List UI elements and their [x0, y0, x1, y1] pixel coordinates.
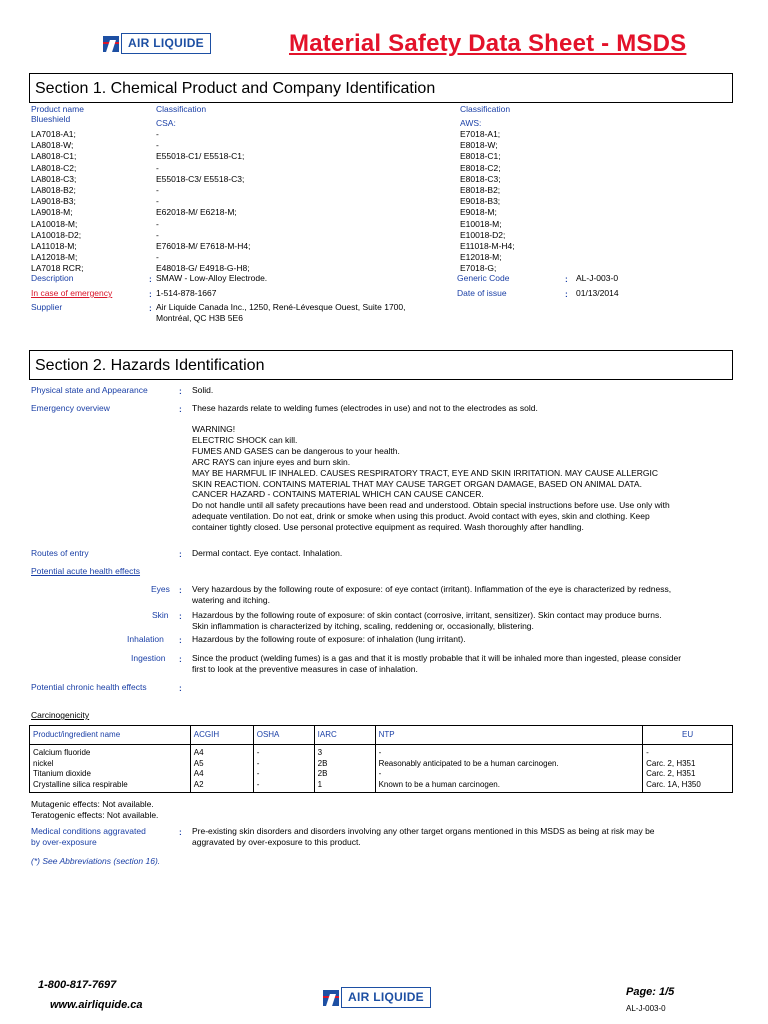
product-row-name: LA12018-M; — [31, 252, 78, 263]
table-row — [30, 769, 733, 780]
colon: : — [179, 585, 182, 595]
table-body — [30, 745, 733, 793]
table-cell: Crystalline silica respirable — [30, 780, 191, 793]
product-row-aws: E9018-B3; — [460, 196, 501, 207]
product-row-csa: - — [156, 229, 159, 240]
product-row-aws: E10018-M; — [460, 218, 502, 229]
product-row-aws: E12018-M; — [460, 252, 502, 263]
colon: : — [565, 289, 568, 299]
teratogenic-effects: Teratogenic effects: Not available. — [31, 810, 159, 820]
colon: : — [179, 654, 182, 664]
table-cell: 3 — [314, 745, 375, 759]
product-row-aws: E8018-C2; — [460, 162, 501, 173]
table-cell: - — [375, 745, 643, 759]
product-row-aws: E7018-G; — [460, 263, 497, 274]
product-row-name: LA8018-C2; — [31, 162, 77, 173]
section-1-heading: Section 1. Chemical Product and Company Identification — [29, 73, 733, 103]
ingestion-label: Ingestion — [131, 653, 166, 663]
table-header-cell: OSHA — [253, 726, 314, 745]
table-cell: Known to be a human carcinogen. — [375, 780, 643, 793]
product-row-csa: - — [156, 184, 159, 195]
product-row — [31, 185, 591, 196]
product-name-label: Product name — [31, 104, 84, 114]
emergency-overview-label: Emergency overview — [31, 403, 110, 413]
table-header-cell: EU — [643, 726, 733, 745]
table-cell: 2B — [314, 769, 375, 780]
product-row-aws: E11018-M-H4; — [460, 240, 515, 251]
date-of-issue-label: Date of issue — [457, 288, 507, 298]
product-row-name: LA10018-M; — [31, 218, 78, 229]
supplier-label: Supplier — [31, 302, 63, 312]
product-row-name: LA7018 RCR; — [31, 263, 84, 274]
footer-website[interactable]: www.airliquide.ca — [50, 999, 143, 1011]
product-row-name: LA9018-B3; — [31, 196, 76, 207]
table-cell: Titanium dioxide — [30, 769, 191, 780]
table-cell: Calcium fluoride — [30, 745, 191, 759]
colon: : — [179, 386, 182, 396]
physical-state-value: Solid. — [192, 385, 214, 395]
product-name-value: Blueshield — [31, 114, 71, 124]
acute-effects-heading: Potential acute health effects — [31, 566, 141, 576]
generic-code-value: AL-J-003-0 — [576, 273, 619, 283]
product-row — [31, 151, 591, 162]
eyes-label: Eyes — [151, 584, 170, 594]
product-row-name: LA8018-C1; — [31, 151, 77, 162]
product-row-csa: E55018-C1/ E5518-C1; — [156, 151, 245, 162]
description-label: Description — [31, 273, 74, 283]
colon: : — [179, 549, 182, 559]
table-cell: Reasonably anticipated to be a human carcinogen. — [375, 759, 643, 770]
product-row-name: LA7018-A1; — [31, 129, 76, 139]
page-number: Page: 1/5 — [626, 986, 675, 998]
product-row-csa: E55018-C3/ E5518-C3; — [156, 173, 245, 184]
table-cell: - — [643, 745, 733, 759]
table-row — [30, 780, 733, 793]
table-row — [30, 759, 733, 770]
footer-code: AL-J-003-0 — [626, 1004, 666, 1013]
colon: : — [179, 827, 182, 837]
skin-value: Hazardous by the following route of exposure: of skin contact (corrosive, irritant, sensitizer). Skin contact may produce burns. Skin inflammation is characterized by itching, scaling, reddening or, occasionally, blistering. — [192, 610, 662, 631]
skin-label: Skin — [152, 610, 169, 620]
product-row-name: LA8018-C3; — [31, 173, 77, 184]
product-row — [31, 129, 591, 140]
colon: : — [149, 274, 152, 284]
supplier-address-line1: Air Liquide Canada Inc., 1250, René-Lévesque Ouest, Suite 1700, — [156, 302, 406, 312]
table-header-cell: NTP — [375, 726, 643, 745]
product-row-csa: E62018-M/ E6218-M; — [156, 207, 237, 218]
air-liquide-logo-icon — [323, 990, 339, 1006]
table-cell: nickel — [30, 759, 191, 770]
warning-block: WARNING! ELECTRIC SHOCK can kill. FUMES AND GASES can be dangerous to your health. ARC RAYS can injure eyes and burn skin. MAY BE HARMFUL IF INHALED. CAUSES RESPIRATORY TRACT, EYE AND SKIN IRRITATION. MAY CAUSE ALLERGIC SKIN REACTION. CONTAINS MATERIAL THAT MAY CAUSE TARGET ORGAN DAMAGE, BASED ON ANIMAL DATA. CANCER HAZARD - CONTAINS MATERIAL WHICH CAN CAUSE CANCER. Do not handle until all safety precautions have been read and understood. Obtain special instructions before use. Use only with adequate ventilation. Do not eat, drink or smoke when using this product. Avoid contact with eyes, skin and clothing. Keep container tightly closed. Use personal protective equipment as required. Wash thoroughly after handling. — [192, 424, 670, 533]
product-row-aws: E8018-W; — [460, 140, 498, 151]
table-cell: Carc. 2, H351 — [643, 759, 733, 770]
product-list — [31, 129, 591, 274]
date-of-issue-value: 01/13/2014 — [576, 288, 619, 298]
colon: : — [179, 404, 182, 414]
product-row-csa: E48018-G/ E4918-G-H8; — [156, 263, 250, 274]
table-header-cell: ACGIH — [190, 726, 253, 745]
product-row-name: LA11018-M; — [31, 240, 77, 251]
product-row-csa: - — [156, 140, 159, 151]
emergency-overview-value: These hazards relate to welding fumes (electrodes in use) and not to the electrodes as sold. — [192, 403, 538, 413]
inhalation-value: Hazardous by the following route of exposure: of inhalation (lung irritant). — [192, 634, 466, 644]
carcinogenicity-table — [29, 725, 733, 793]
mutagenic-effects: Mutagenic effects: Not available. — [31, 799, 154, 809]
table-cell: A2 — [190, 780, 253, 793]
generic-code-label: Generic Code — [457, 273, 510, 283]
air-liquide-logo-icon — [103, 36, 119, 52]
product-row-csa: - — [156, 162, 159, 173]
table-header-row — [30, 726, 733, 745]
chronic-effects-label: Potential chronic health effects — [31, 682, 147, 692]
table-cell: - — [253, 780, 314, 793]
table-cell: Carc. 2, H351 — [643, 769, 733, 780]
table-cell: Carc. 1A, H350 — [643, 780, 733, 793]
abbreviations-note: (*) See Abbreviations (section 16). — [31, 856, 161, 866]
header-logo — [103, 33, 211, 54]
footer-logo — [323, 987, 431, 1008]
table-header-cell: IARC — [314, 726, 375, 745]
footer-phone: 1-800-817-7697 — [38, 979, 117, 991]
ingestion-value: Since the product (welding fumes) is a gas and that it is mostly probable that it will be inhaled more than ingested, please consider first to look at the preventive measures in case of inhalation. — [192, 653, 682, 674]
table-row — [30, 745, 733, 759]
product-row — [31, 230, 591, 241]
colon: : — [179, 683, 182, 693]
medical-conditions-label-2: by over-exposure — [31, 837, 97, 847]
product-row-aws: E8018-C1; — [460, 151, 501, 162]
product-row-aws: E7018-A1; — [460, 129, 501, 139]
product-row — [31, 163, 591, 174]
table-cell: A4 — [190, 745, 253, 759]
product-row — [31, 140, 591, 151]
emergency-link[interactable]: In case of emergency — [31, 288, 113, 298]
aws-classification-label: Classification — [460, 104, 511, 114]
header-logo-text: AIR LIQUIDE — [121, 33, 211, 54]
product-row — [31, 174, 591, 185]
product-row-aws: E10018-D2; — [460, 229, 506, 240]
product-row-csa: - — [156, 252, 159, 263]
product-row — [31, 219, 591, 230]
product-row — [31, 241, 591, 252]
product-row-name: LA8018-B2; — [31, 184, 76, 195]
table-header-cell: Product/ingredient name — [30, 726, 191, 745]
routes-of-entry-label: Routes of entry — [31, 548, 89, 558]
product-row — [31, 252, 591, 263]
product-row-aws: E9018-M; — [460, 207, 497, 218]
footer-logo-text: AIR LIQUIDE — [341, 987, 431, 1008]
emergency-phone: 1-514-878-1667 — [156, 288, 217, 298]
section-2-heading: Section 2. Hazards Identification — [29, 350, 733, 380]
carcinogenicity-heading: Carcinogenicity — [31, 710, 90, 720]
routes-of-entry-value: Dermal contact. Eye contact. Inhalation. — [192, 548, 343, 558]
table-cell: - — [253, 759, 314, 770]
product-row-name: LA10018-D2; — [31, 229, 82, 240]
csa-label: CSA: — [156, 118, 176, 128]
table-cell: - — [375, 769, 643, 780]
table-cell: A5 — [190, 759, 253, 770]
product-row-csa: - — [156, 196, 159, 207]
colon: : — [149, 303, 152, 313]
table-cell: A4 — [190, 769, 253, 780]
inhalation-label: Inhalation — [127, 634, 164, 644]
product-row-name: LA9018-M; — [31, 207, 73, 218]
colon: : — [565, 274, 568, 284]
description-value: SMAW - Low-Alloy Electrode. — [156, 273, 268, 283]
medical-conditions-label-1: Medical conditions aggravated — [31, 826, 146, 836]
colon: : — [179, 611, 182, 621]
physical-state-label: Physical state and Appearance — [31, 385, 148, 395]
product-row-csa: E76018-M/ E7618-M-H4; — [156, 240, 251, 251]
product-row-csa: - — [156, 129, 159, 139]
product-row — [31, 196, 591, 207]
product-row-aws: E8018-B2; — [460, 184, 501, 195]
csa-classification-label: Classification — [156, 104, 207, 114]
table-cell: 1 — [314, 780, 375, 793]
eyes-value: Very hazardous by the following route of exposure: of eye contact (irritant). Inflammation of the eye is characterized by redness, watering and itching. — [192, 584, 672, 605]
product-row — [31, 207, 591, 218]
product-row-aws: E8018-C3; — [460, 173, 501, 184]
aws-label: AWS: — [460, 118, 482, 128]
medical-conditions-value: Pre-existing skin disorders and disorders involving any other target organs mentioned in this MSDS as being at risk may be aggravated by over-exposure to this product. — [192, 826, 655, 847]
table-cell: - — [253, 769, 314, 780]
colon: : — [149, 289, 152, 299]
product-row-name: LA8018-W; — [31, 140, 74, 151]
product-row-csa: - — [156, 218, 159, 229]
table-cell: - — [253, 745, 314, 759]
table-cell: 2B — [314, 759, 375, 770]
document-title: Material Safety Data Sheet - MSDS — [289, 30, 687, 57]
colon: : — [179, 635, 182, 645]
supplier-address-line2: Montréal, QC H3B 5E6 — [156, 313, 243, 323]
